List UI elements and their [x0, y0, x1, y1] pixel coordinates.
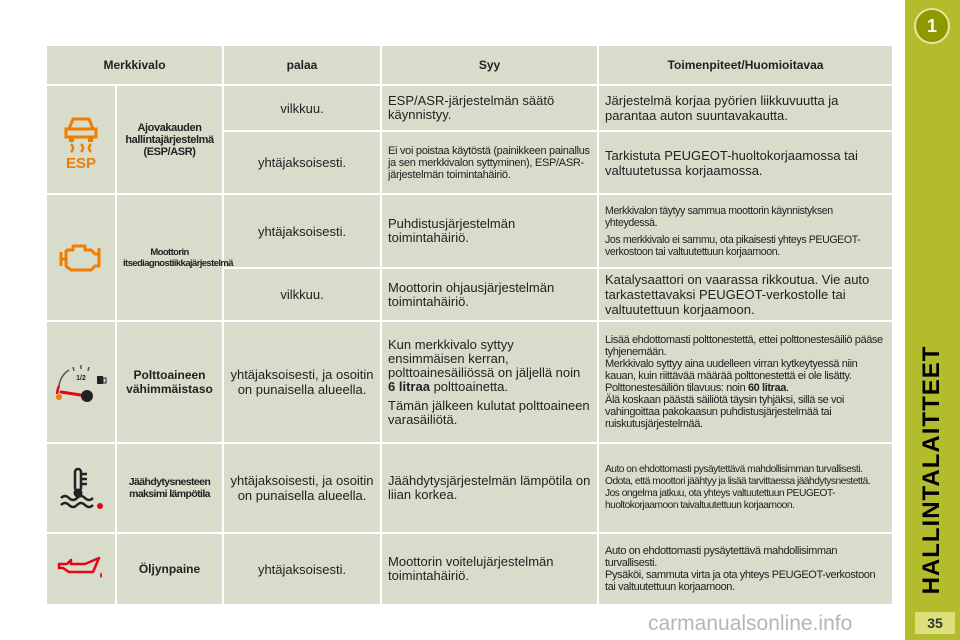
oil-action	[598, 533, 893, 605]
fuel-cause-b: Tämän jälkeen kulutat polttoaineen varasäiliötä.	[388, 397, 590, 427]
fuel-icon-cell	[46, 321, 116, 443]
fuel-lamp-name: Polttoaineen vähimmäistaso	[116, 321, 223, 443]
oil-action-a: Auto on ehdottomasti pysäytettävä mahdollisimman turvallisesti.	[605, 545, 838, 569]
header-lamp: Merkkivalo	[46, 45, 223, 85]
oil-icon-cell	[46, 533, 116, 605]
engine-action-1b: Jos merkkivalo ei sammu, ota pikaisesti yhteys PEUGEOT-verkostoon tai valtuutettuun korjaamoon.	[605, 233, 861, 258]
engine-icon-cell	[46, 194, 116, 321]
fuel-gauge-icon	[53, 360, 109, 404]
esp-action-1: Järjestelmä korjaa pyörien liikkuvuutta ja parantaa auton suuntavakautta.	[598, 85, 893, 131]
fuel-state: yhtäjaksoisesti, ja osoitin on punaisella alueella.	[223, 321, 381, 443]
oil-state: yhtäjaksoisesti.	[223, 533, 381, 605]
coolant-action-b: Odota, että moottori jäähtyy ja lisää tarvittaessa jäähdytysnestettä.	[605, 476, 871, 487]
table-row	[46, 85, 893, 131]
esp-cause-1: ESP/ASR-järjestelmän säätö käynnistyy.	[381, 85, 598, 131]
fuel-action-d: Älä koskaan päästä säiliötä täysin tyhjäksi, sillä se voi vahingoittaa pakokaasun puhdistusjärjestelmää tai ruiskutusjärjestelmää.	[605, 394, 844, 430]
fuel-action-a: Lisää ehdottomasti polttonestettä, ettei polttonestesäiliö pääse tyhjenemään.	[605, 334, 883, 358]
table-row	[46, 194, 893, 268]
fuel-cause-bold: 6 litraa	[388, 378, 430, 394]
table-row	[46, 321, 893, 443]
esp-icon-cell	[46, 85, 116, 194]
header-state: palaa	[223, 45, 381, 85]
fuel-cause-a-end: polttoainetta.	[433, 378, 509, 394]
oil-lamp-name: Öljynpaine	[116, 533, 223, 605]
engine-cause-1: Puhdistusjärjestelmän toimintahäiriö.	[381, 194, 598, 268]
engine-lamp-name: Moottorin itsediagnostiikkajärjestelmä	[116, 194, 223, 321]
esp-cause-2: Ei voi poistaa käytöstä (painikkeen painallus ja sen merkkivalon syttyminen), ESP/ASR-järjestelmän toimintahäiriö.	[381, 131, 598, 194]
table-row	[46, 533, 893, 605]
coolant-cause: Jäähdytysjärjestelmän lämpötila on liian korkea.	[381, 443, 598, 533]
fuel-action	[598, 321, 893, 443]
oil-pressure-icon	[55, 554, 107, 584]
oil-cause: Moottorin voitelujärjestelmän toimintahäiriö.	[381, 533, 598, 605]
engine-state-1: yhtäjaksoisesti.	[223, 194, 381, 268]
esp-icon-label: ESP	[65, 154, 97, 171]
engine-cause-2: Moottorin ohjausjärjestelmän toimintahäiriö.	[381, 268, 598, 321]
engine-action-2: Katalysaattori on vaarassa rikkoutua. Vie auto tarkastettavaksi PEUGEOT-verkostolle tai valtuutettuun korjaamoon.	[598, 268, 893, 321]
table-row	[46, 443, 893, 533]
warning-lamp-table	[45, 44, 894, 606]
esp-warning-icon	[59, 109, 103, 171]
chapter-number-badge: 1	[914, 8, 950, 44]
fuel-cause-a: Kun merkkivalo syttyy ensimmäisen kerran, polttoainesäiliössä on jäljellä noin	[388, 336, 581, 380]
esp-state-1: vilkkuu.	[223, 85, 381, 131]
coolant-action-a: Auto on ehdottomasti pysäytettävä mahdollisimman turvallisesti.	[605, 464, 863, 475]
coolant-temperature-icon	[55, 466, 107, 510]
coolant-state: yhtäjaksoisesti, ja osoitin on punaisella alueella.	[223, 443, 381, 533]
engine-action-1	[598, 194, 893, 268]
table-header-row	[46, 45, 893, 85]
fuel-action-c-end: .	[785, 382, 789, 394]
coolant-icon-cell	[46, 443, 116, 533]
fuel-cause	[381, 321, 598, 443]
esp-lamp-name: Ajovakauden hallintajärjestelmä (ESP/ASR)	[116, 85, 223, 194]
fuel-action-c: Polttonestesäiliön tilavuus: noin	[605, 382, 746, 394]
header-action: Toimenpiteet/Huomioitavaa	[598, 45, 893, 85]
esp-state-2: yhtäjaksoisesti.	[223, 131, 381, 194]
section-title: HALLINTALAITTEET	[918, 345, 945, 595]
engine-warning-icon	[57, 240, 105, 276]
fuel-action-b: Merkkivalo syttyy aina uudelleen virran kytkeytyessä niin kauan, kuin riittävää määrää polttonestettä ei ole lisätty.	[605, 358, 858, 382]
page-number: 35	[915, 612, 955, 634]
coolant-action	[598, 443, 893, 533]
engine-action-1a: Merkkivalon täytyy sammua moottorin käynnistyksen yhteydessä.	[605, 204, 833, 229]
header-cause: Syy	[381, 45, 598, 85]
oil-action-b: Pysäköi, sammuta virta ja ota yhteys PEUGEOT-verkostoon tai valtuutettuun korjaamoon.	[605, 569, 876, 593]
esp-action-2: Tarkistuta PEUGEOT-huoltokorjaamossa tai valtuutetussa korjaamossa.	[598, 131, 893, 194]
coolant-lamp-name: Jäähdytysnesteen maksimi lämpötila	[116, 443, 223, 533]
watermark: carmanualsonline.info	[648, 612, 853, 635]
coolant-action-c: Jos ongelma jatkuu, ota yhteys valtuutettuun PEUGEOT-huoltokorjaamoon taivaltuutettuun korjaamoon.	[605, 488, 836, 511]
engine-state-2: vilkkuu.	[223, 268, 381, 321]
fuel-action-c-bold: 60 litraa	[747, 382, 786, 394]
fuel-gauge-label: 1/2	[76, 375, 86, 382]
